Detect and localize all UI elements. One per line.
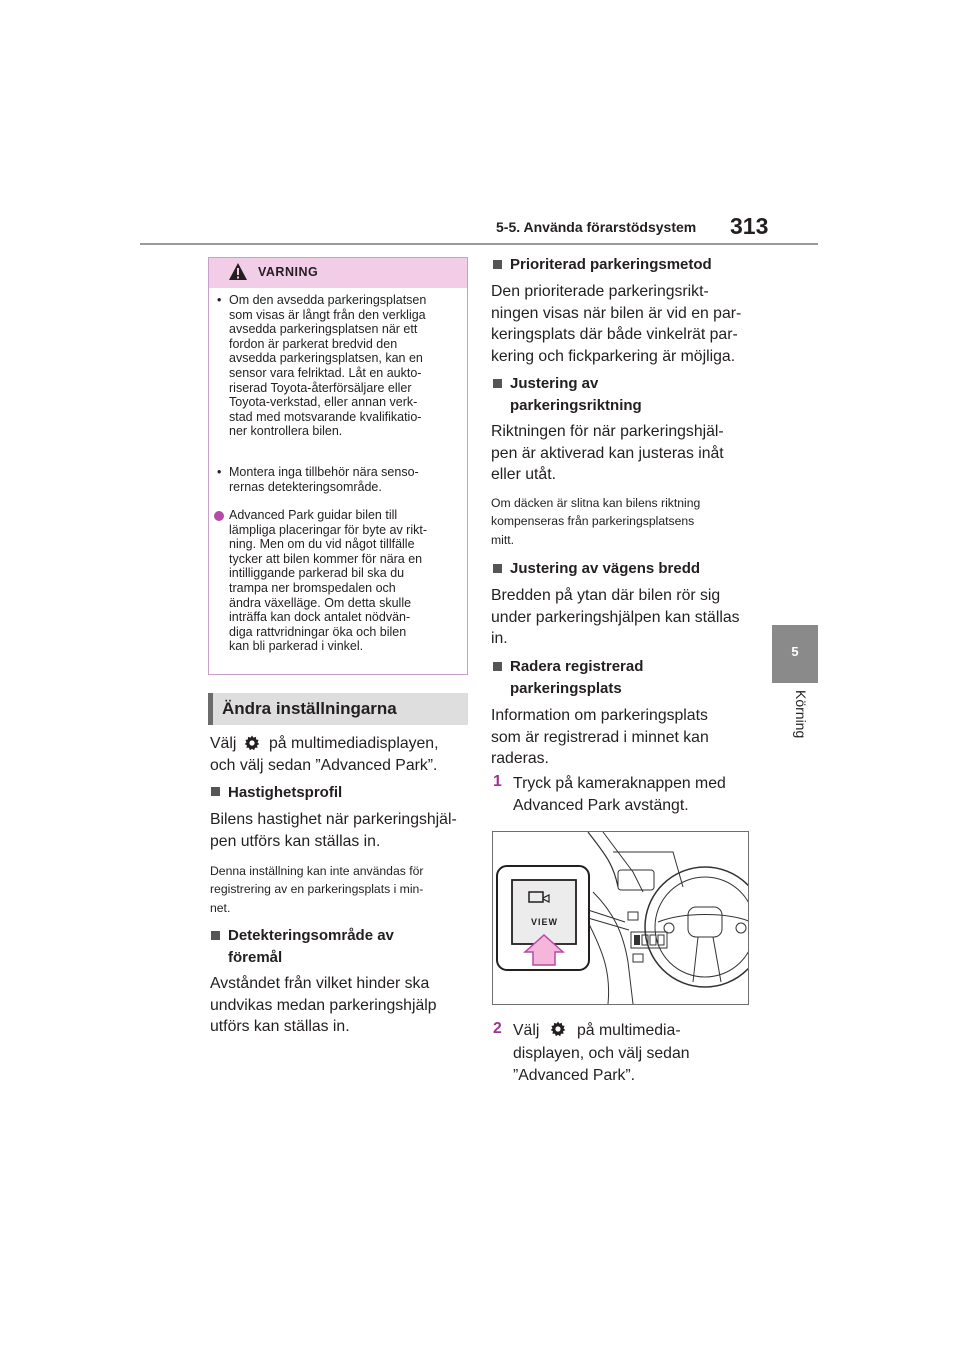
section-intro-a: Välj	[210, 735, 237, 752]
item-body: Bilens hastighet när parkeringshjäl- pen utförs kan ställas in.	[210, 811, 457, 850]
step-text-a: Välj	[513, 1022, 540, 1039]
bullet-icon: •	[217, 465, 222, 479]
item-heading: Detekteringsområde av föremål	[228, 927, 394, 966]
square-bullet-icon	[211, 787, 220, 796]
item-heading: Justering av vägens bredd	[510, 560, 701, 577]
item-body: Information om parkeringsplats som är registrerad i minnet kan raderas.	[491, 707, 709, 767]
square-bullet-icon	[493, 379, 502, 388]
square-bullet-icon	[493, 564, 502, 573]
warning-note: Advanced Park guidar bilen till lämpliga placeringar för byte av rikt- ning. Men om du vid något tillfälle tycker att bilen kommer för nära en intilliggande parkerad bil ska du trampa ner bromspedalen och ändra växelläge. Om detta skulle inträffa kan dock antalet nödvän- diga rattvridningar öka och bilen kan bli parkerad i vinkel.	[229, 508, 427, 654]
square-bullet-icon	[493, 662, 502, 671]
item-body: Den prioriterade parkeringsrikt- ningen visas när bilen är vid en par- keringsplats där både vinkelrät par- kering och fickparkering är möjliga.	[491, 283, 742, 365]
item-heading: Radera registrerad parkeringsplats	[510, 658, 644, 697]
page-number: 313	[730, 213, 769, 239]
item-note: Om däcken är slitna kan bilens riktning kompenseras från parkeringsplatsens mitt.	[491, 496, 701, 547]
step-text-b: på multimedia-	[577, 1022, 681, 1039]
view-button-label: VIEW	[531, 917, 559, 927]
warning-title: VARNING	[258, 265, 319, 279]
note-circle-icon	[214, 511, 224, 521]
section-heading-text: Ändra inställningarna	[222, 699, 397, 718]
item-heading: Justering av parkeringsriktning	[510, 375, 642, 414]
warning-box	[208, 257, 468, 675]
step-text: Tryck på kameraknappen med Advanced Park avstängt.	[513, 775, 726, 814]
item-heading: Prioriterad parkeringsmetod	[510, 256, 712, 273]
item-note: Denna inställning kan inte användas för registrering av en parkeringsplats i min- net.	[210, 864, 424, 915]
gear-icon	[550, 1021, 566, 1037]
section-intro-c: och välj sedan ”Advanced Park”.	[210, 757, 438, 774]
section-title: 5-5. Använda förarstödsystem	[496, 219, 697, 235]
item-heading: Hastighetsprofil	[228, 784, 343, 801]
step-number: 1	[493, 773, 502, 790]
header-rule	[140, 243, 818, 245]
step-number: 2	[493, 1020, 502, 1037]
bullet-icon: •	[217, 293, 222, 307]
warning-bullet-1: Om den avsedda parkeringsplatsen som visas är långt från den verkliga avsedda parkeringsplatsen när ett fordon är parkerat bredvid den avsedda parkeringsplatsen, kan en sensor vara felriktad. Låt en aukto- riserad Toyota-återförsäljare eller Toyota-verkstad, eller annan verk- stad med motsvarande kvalifikatio- ner kontrollera bilen.	[229, 293, 427, 439]
item-body: Bredden på ytan där bilen rör sig under parkeringshjälpen kan ställas in.	[491, 587, 740, 647]
square-bullet-icon	[211, 931, 220, 940]
warning-header	[209, 258, 467, 288]
item-body: Avståndet från vilket hinder ska undvikas medan parkeringshjälp utförs kan ställas in.	[210, 975, 437, 1035]
warning-bullet-2: Montera inga tillbehör nära senso- rernas detekteringsområde.	[229, 465, 419, 494]
section-intro-b: på multimediadisplayen,	[269, 735, 439, 752]
section-heading-bar	[208, 693, 213, 725]
square-bullet-icon	[493, 260, 502, 269]
chapter-label: Körning	[793, 690, 809, 739]
step-text-c: displayen, och välj sedan ”Advanced Park”.	[513, 1045, 690, 1084]
camera-button-illustration	[492, 831, 749, 1005]
gear-icon	[244, 735, 260, 751]
chapter-number: 5	[791, 644, 799, 659]
section-heading	[208, 693, 468, 725]
item-body: Riktningen för när parkeringshjäl- pen är aktiverad kan justeras inåt eller utåt.	[491, 423, 724, 483]
warning-triangle-icon	[228, 262, 248, 281]
